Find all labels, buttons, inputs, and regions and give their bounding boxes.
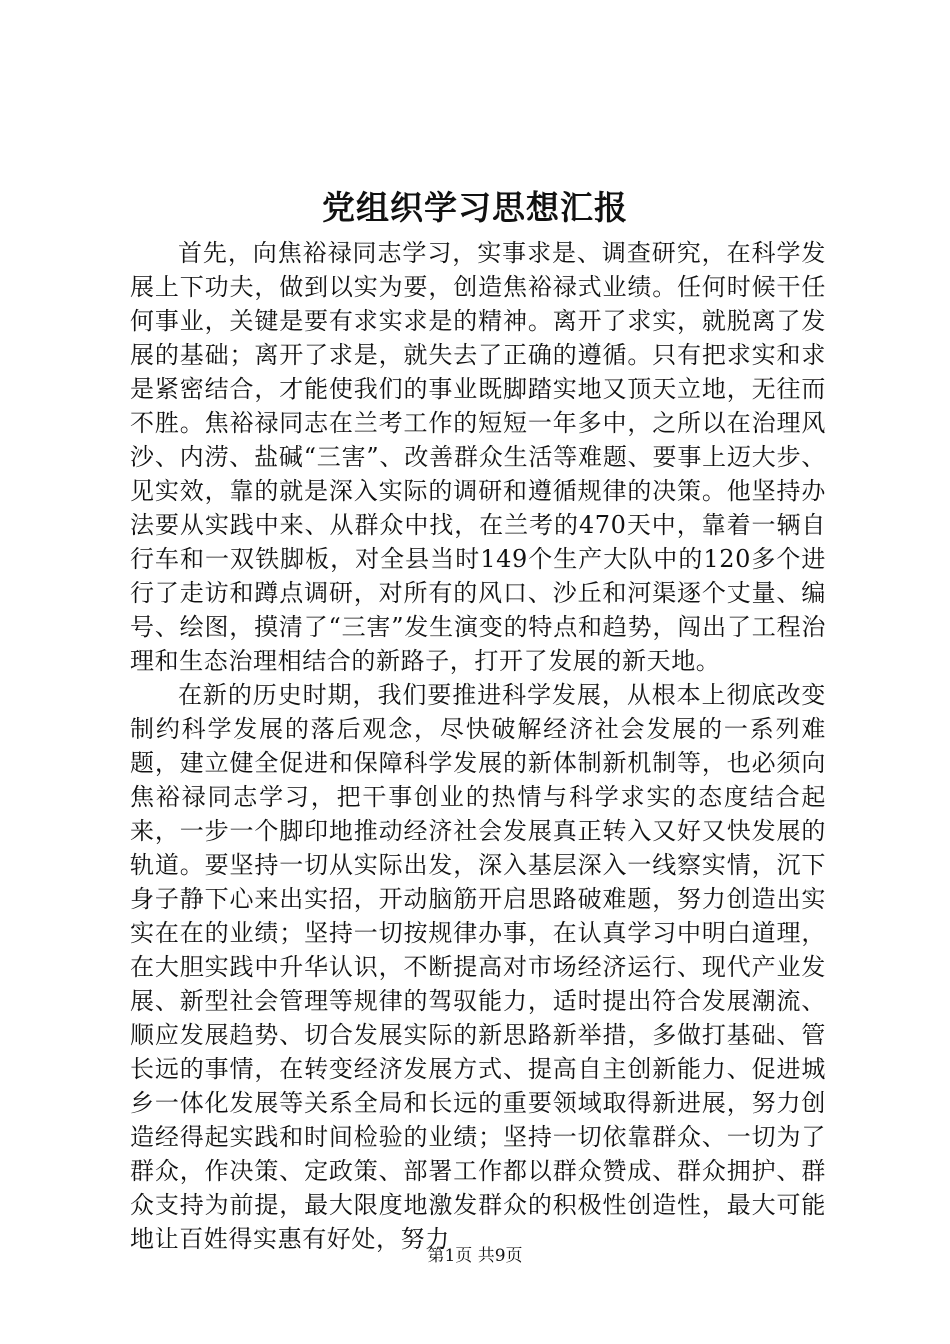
paragraph-1: 首先，向焦裕禄同志学习，实事求是、调查研究，在科学发展上下功夫，做到以实为要，创造焦裕禄式业绩。任何时候干任何事业，关键是要有求实求是的精神。离开了求实，就脱离了发展的基础；离开了求是，就失去了正确的遵循。只有把求实和求是紧密结合，才能使我们的事业既脚踏实地又顶天立地，无往而不胜。焦裕禄同志在兰考工作的短短一年多中，之所以在治理风沙、内涝、盐碱“三害”、改善群众生活等难题、要事上迈大步、见实效，靠的就是深入实际的调研和遵循规律的决策。他坚持办法要从实践中来、从群众中找，在兰考的470天中，靠着一辆自行车和一双铁脚板，对全县当时149个生产大队中的120多个进行了走访和蹲点调研，对所有的风口、沙丘和河渠逐个丈量、编号、绘图，摸清了“三害”发生演变的特点和趋势，闯出了工程治理和生态治理相结合的新路子，打开了发展的新天地。 (130, 239, 826, 675)
document-body (130, 236, 826, 1256)
document-title: 党组织学习思想汇报 (322, 188, 628, 227)
paragraph-2: 在新的历史时期，我们要推进科学发展，从根本上彻底改变制约科学发展的落后观念，尽快破解经济社会发展的一系列难题，建立健全促进和保障科学发展的新体制新机制等，也必须向焦裕禄同志学习，把干事创业的热情与科学求实的态度结合起来，一步一个脚印地推动经济社会发展真正转入又好又快发展的轨道。要坚持一切从实际出发，深入基层深入一线察实情，沉下身子静下心来出实招，开动脑筋开启思路破难题，努力创造出实实在在的业绩；坚持一切按规律办事，在认真学习中明白道理，在大胆实践中升华认识，不断提高对市场经济运行、现代产业发展、新型社会管理等规律的驾驭能力，适时提出符合发展潮流、顺应发展趋势、切合发展实际的新思路新举措，多做打基础、管长远的事情，在转变经济发展方式、提高自主创新能力、促进城乡一体化发展等关系全局和长远的重要领域取得新进展，努力创造经得起实践和时间检验的业绩；坚持一切依靠群众、一切为了群众，作决策、定政策、部署工作都以群众赞成、群众拥护、群众支持为前提，最大限度地激发群众的积极性创造性，最大可能地让百姓得实惠有好处，努力 (130, 681, 826, 1253)
page-number-footer: 第1页 共9页 (427, 1246, 523, 1266)
